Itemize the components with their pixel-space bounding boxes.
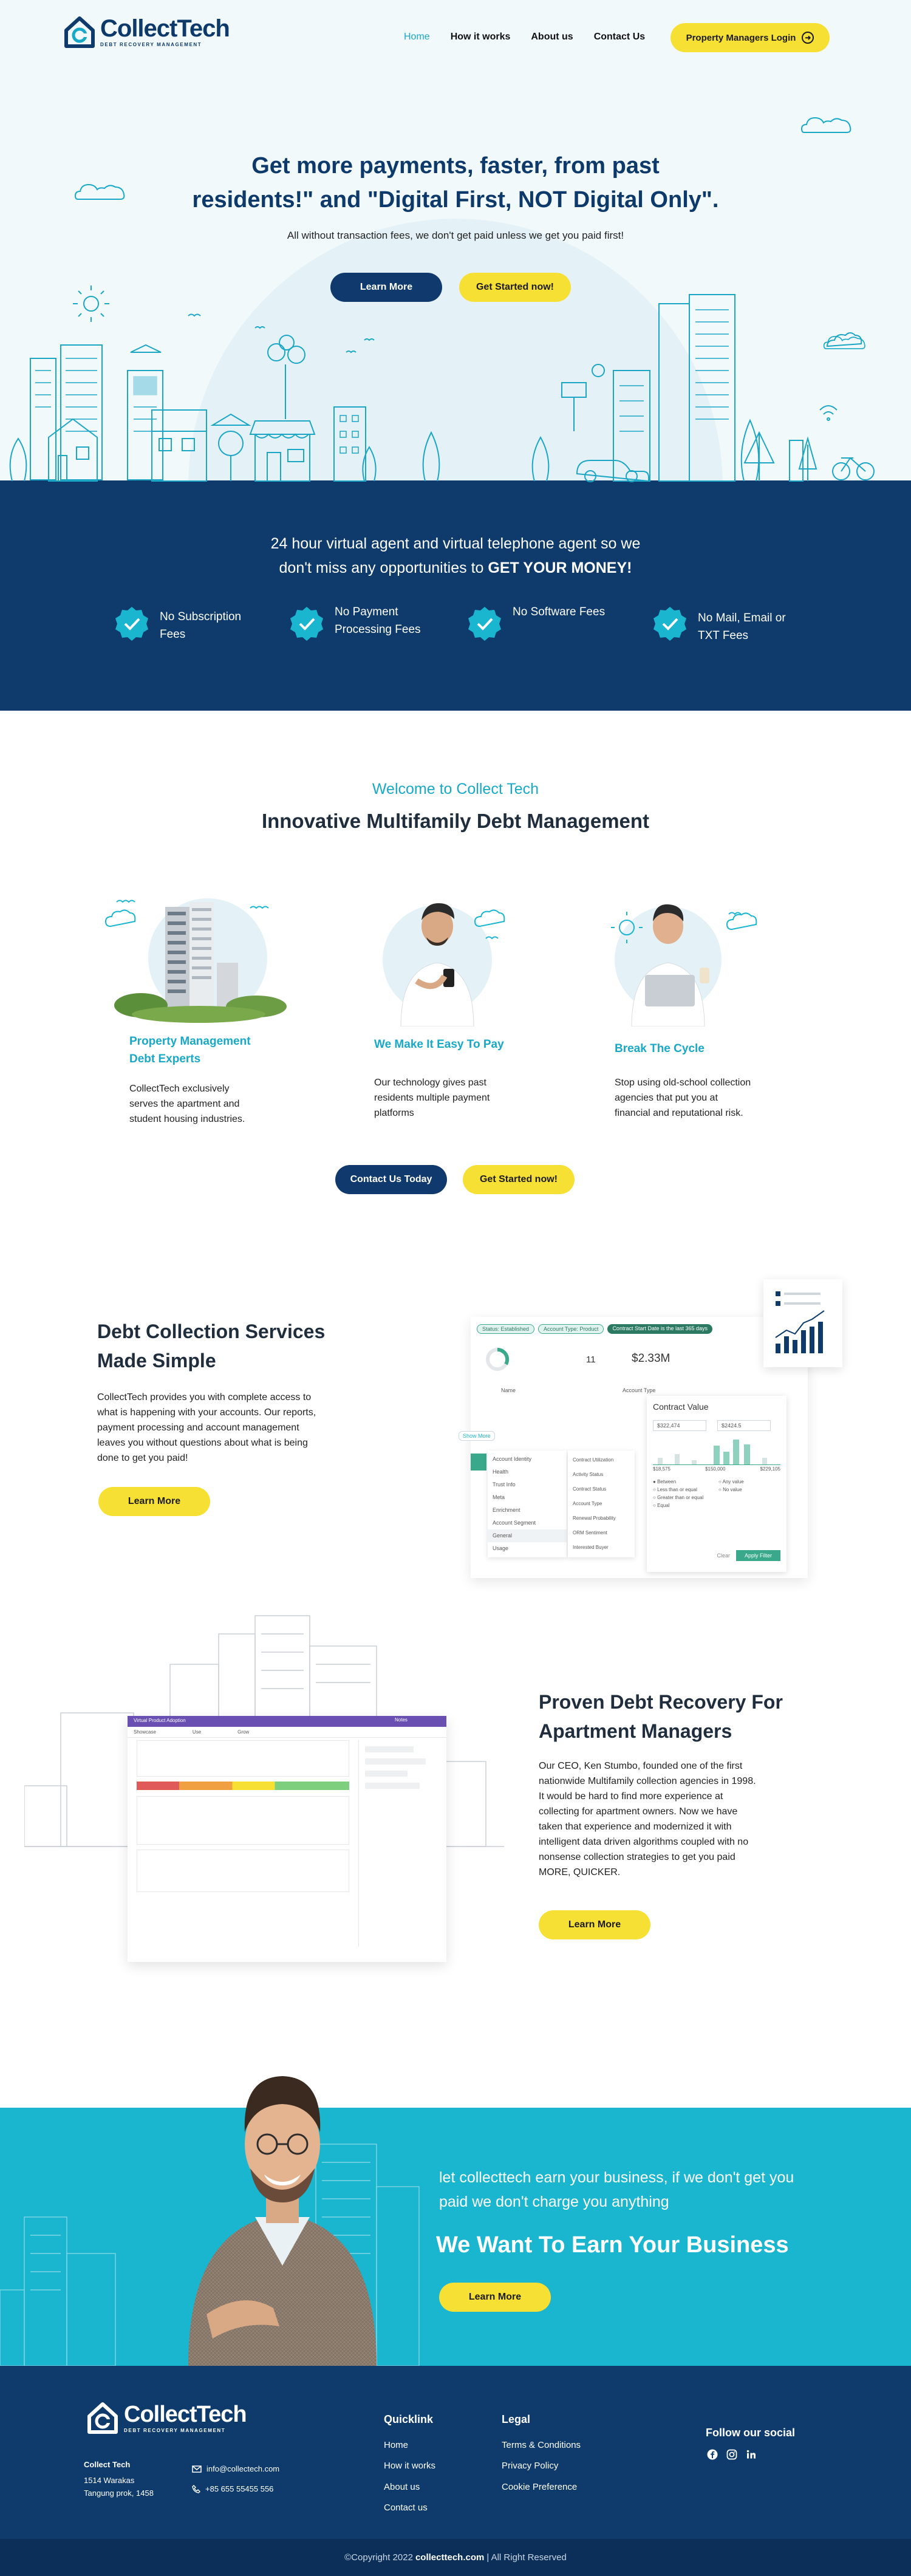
footer-link-privacy[interactable]: Privacy Policy xyxy=(502,2461,559,2471)
apartment-building-illustration xyxy=(98,890,293,1027)
attribute-submenu-item[interactable]: Activity Status xyxy=(573,1472,604,1477)
axis-label: $150,000 xyxy=(705,1466,726,1472)
feature-no-software-fees xyxy=(466,606,605,642)
filter-chips xyxy=(477,1324,712,1334)
radio-option-label: No value xyxy=(723,1487,742,1492)
welcome-get-started-button[interactable]: Get Started now! xyxy=(463,1165,575,1194)
footer-link-about-us[interactable]: About us xyxy=(384,2482,420,2492)
mockup-side-panel xyxy=(358,1740,437,1947)
hero-subtitle: All without transaction fees, we don't get paid unless we get you paid first! xyxy=(287,230,624,241)
range-from-input[interactable]: $322,474 xyxy=(653,1420,706,1431)
radio-option-label: Greater than or equal xyxy=(657,1495,704,1500)
top-nav xyxy=(0,0,911,73)
contract-value-filter xyxy=(647,1396,786,1572)
footer-company: Collect Tech xyxy=(84,2460,131,2469)
phone-icon xyxy=(192,2485,200,2493)
services-text-line: done to get you paid! xyxy=(97,1453,188,1463)
footer-link-cookie[interactable]: Cookie Preference xyxy=(502,2482,578,2492)
feature-no-payment-processing xyxy=(288,606,421,642)
card-text-line: student housing industries. xyxy=(129,1114,245,1124)
recovery-title-line2: Apartment Managers xyxy=(539,1720,732,1742)
feature-label xyxy=(698,609,786,644)
card-text-line: financial and reputational risk. xyxy=(615,1108,743,1118)
value-band xyxy=(0,483,911,711)
recovery-learn-more-button[interactable]: Learn More xyxy=(539,1910,650,1939)
copyright-bar xyxy=(0,2539,911,2576)
show-more-chip[interactable]: Show More xyxy=(459,1431,495,1441)
range-inputs xyxy=(653,1420,780,1431)
house-logo-icon xyxy=(64,13,95,50)
logo[interactable] xyxy=(64,13,230,50)
card-text-break-the-cycle xyxy=(615,1075,751,1121)
services-text-line: CollectTech provides you with complete access to xyxy=(97,1392,312,1402)
services-title xyxy=(97,1317,325,1375)
copyright-prefix: ©Copyright 2022 xyxy=(344,2552,413,2563)
social-heading: Follow our social xyxy=(706,2427,796,2439)
address-line: Tangung prok, 1458 xyxy=(84,2489,154,2498)
arrow-right-circle-icon: ➜ xyxy=(802,32,814,44)
hero-get-started-button[interactable]: Get Started now! xyxy=(459,273,571,302)
mockup-header: Virtual Product Adoption xyxy=(128,1716,446,1727)
mockup-tab[interactable]: Grow xyxy=(237,1729,250,1735)
recovery-dashboard-mockup xyxy=(128,1716,446,1962)
check-badge-icon xyxy=(466,606,503,642)
brand-tagline: DEBT RECOVERY MANAGEMENT xyxy=(100,42,202,47)
feature-no-mail-fees xyxy=(652,606,786,644)
mockup-tab[interactable]: Showcase xyxy=(134,1729,156,1735)
card-title-break-the-cycle xyxy=(615,1040,705,1057)
welcome-title: Innovative Multifamily Debt Management xyxy=(261,810,650,832)
feature-label-line2: Fees xyxy=(160,628,186,641)
radio-option[interactable]: ○ Equal xyxy=(653,1503,670,1508)
contact-us-today-button[interactable]: Contact Us Today xyxy=(335,1165,447,1194)
footer-link-home[interactable]: Home xyxy=(384,2440,409,2450)
services-text-line: payment processing and account management xyxy=(97,1423,299,1433)
card-text-line: serves the apartment and xyxy=(129,1099,240,1109)
attribute-menu-item[interactable]: Health xyxy=(493,1469,509,1475)
filter-actions xyxy=(717,1550,780,1561)
footer-logo[interactable] xyxy=(86,2399,247,2436)
axis-label: $18,575 xyxy=(653,1466,670,1472)
radio-option[interactable]: ○ Greater than or equal xyxy=(653,1495,704,1500)
services-learn-more-button[interactable]: Learn More xyxy=(98,1487,210,1516)
mockup-cards xyxy=(137,1740,349,1947)
cta-section xyxy=(0,2108,911,2366)
card-title-easy-to-pay xyxy=(374,1036,504,1053)
card-text-easy-to-pay xyxy=(374,1075,490,1121)
axis-label: $229,105 xyxy=(760,1466,780,1472)
card-text-line: Our technology gives past xyxy=(374,1078,486,1088)
card-title-line1: Property Management xyxy=(129,1035,251,1048)
copyright-suffix: | All Right Reserved xyxy=(486,2552,567,2563)
card-text-line: CollectTech exclusively xyxy=(129,1084,230,1094)
welcome-kicker: Welcome to Collect Tech xyxy=(372,781,539,798)
feature-label xyxy=(160,608,241,643)
property-managers-login-button[interactable] xyxy=(670,23,830,52)
band-message xyxy=(0,531,911,580)
attribute-menu-item[interactable]: Account Segment xyxy=(493,1520,536,1526)
check-badge-icon xyxy=(288,606,325,642)
footer-phone[interactable] xyxy=(192,2484,273,2493)
footer xyxy=(0,2366,911,2539)
col-account: Account Type xyxy=(623,1387,656,1393)
donut-chart-icon xyxy=(484,1346,511,1373)
nav-about-us[interactable]: About us xyxy=(531,32,573,42)
footer-logo-text xyxy=(124,2402,247,2433)
attribute-menu-item[interactable]: General xyxy=(488,1529,567,1542)
services-title-line1: Debt Collection Services xyxy=(97,1320,326,1342)
services-text-line: leaves you without questions about what is being xyxy=(97,1438,308,1448)
nav-home[interactable]: Home xyxy=(404,32,430,42)
social-icons xyxy=(707,2449,757,2460)
feature-label-line1: No Software Fees xyxy=(513,606,606,618)
attribute-submenu-item[interactable]: Renewal Probability xyxy=(573,1515,616,1521)
cta-learn-more-button[interactable]: Learn More xyxy=(439,2283,551,2312)
recovery-title xyxy=(539,1687,783,1746)
man-with-laptop-illustration xyxy=(601,890,765,1027)
card-text-line: agencies that put you at xyxy=(615,1093,718,1103)
check-badge-icon xyxy=(114,606,150,642)
feature-label xyxy=(513,603,605,621)
attribute-submenu-item[interactable]: ORM Sentiment xyxy=(573,1530,607,1536)
stat-count: 11 xyxy=(586,1355,596,1365)
clear-button[interactable]: Clear xyxy=(717,1553,730,1559)
brand-name: CollectTech xyxy=(100,15,230,42)
filter-chip[interactable]: Contract Start Date is the last 365 days xyxy=(607,1324,712,1334)
attribute-menu xyxy=(488,1450,567,1557)
radio-option-label: Any value xyxy=(722,1479,744,1484)
legal-heading: Legal xyxy=(502,2413,531,2425)
sidebar-tab[interactable] xyxy=(471,1454,486,1471)
recovery-title-line1: Proven Debt Recovery For xyxy=(539,1691,783,1713)
floating-chart-card xyxy=(763,1279,842,1367)
cta-subtitle-line1: let collecttech earn your business, if we don't get you xyxy=(439,2169,794,2186)
radio-option-label: Equal xyxy=(657,1503,670,1508)
cta-subtitle-line2: paid we don't charge you anything xyxy=(439,2193,669,2210)
check-badge-icon xyxy=(652,606,688,642)
services-title-line2: Made Simple xyxy=(97,1350,216,1372)
footer-brand-name: CollectTech xyxy=(124,2402,247,2427)
services-dashboard-mockup xyxy=(463,1317,808,1578)
recovery-text-line: collecting for apartment owners. Now we have xyxy=(539,1806,738,1817)
histogram-axis xyxy=(653,1466,780,1472)
card-text-line: residents multiple payment xyxy=(374,1093,490,1103)
attribute-menu-item[interactable]: Account Identity xyxy=(493,1456,532,1462)
radio-option[interactable]: ● Between xyxy=(653,1479,677,1484)
hero-title-line2: residents!" and "Digital First, NOT Digital Only". xyxy=(192,187,719,213)
attribute-submenu-item[interactable]: Interested Buyer xyxy=(573,1545,609,1550)
smiling-man-photo xyxy=(182,2047,383,2366)
services-text xyxy=(97,1390,316,1466)
facebook-icon[interactable] xyxy=(707,2449,718,2460)
attribute-menu-item[interactable]: Meta xyxy=(493,1494,505,1500)
feature-label xyxy=(335,603,421,638)
house-logo-icon xyxy=(86,2399,119,2436)
radio-option-label: Between xyxy=(657,1479,677,1484)
feature-label-line1: No Payment xyxy=(335,606,398,618)
nav-contact-us[interactable]: Contact Us xyxy=(593,32,646,42)
range-to-input[interactable]: $2424.5 xyxy=(717,1420,771,1431)
card-title-property-management xyxy=(129,1033,251,1068)
histogram xyxy=(653,1433,780,1465)
recovery-text-line: Our CEO, Ken Stumbo, founded one of the first xyxy=(539,1761,743,1771)
footer-phone-text: +85 655 55455 556 xyxy=(205,2484,274,2493)
login-label: Property Managers Login xyxy=(686,32,796,43)
instagram-icon[interactable] xyxy=(726,2449,737,2460)
mail-icon xyxy=(192,2465,202,2473)
attribute-submenu xyxy=(568,1450,635,1557)
recovery-text-line: taken that experience and modernized it with xyxy=(539,1822,732,1832)
mockup-tabs xyxy=(128,1727,446,1738)
attribute-menu-item[interactable]: Enrichment xyxy=(493,1507,520,1513)
card-title-line1: We Make It Easy To Pay xyxy=(374,1038,504,1051)
card-title-line1: Break The Cycle xyxy=(615,1042,705,1055)
bar-chart-icon xyxy=(763,1279,842,1367)
feature-label-line1: No Subscription xyxy=(160,610,242,623)
main-menu xyxy=(404,32,666,43)
hero-title xyxy=(0,149,911,217)
footer-link-how-it-works[interactable]: How it works xyxy=(384,2461,436,2471)
copyright-site-link[interactable]: collecttech.com xyxy=(415,2552,485,2563)
hero-title-line1: Get more payments, faster, from past xyxy=(251,153,660,179)
recovery-text-line: intelligent data driven algorithms coupled with no xyxy=(539,1837,749,1847)
cta-title: We Want To Earn Your Business xyxy=(436,2232,789,2258)
card-text-property-management xyxy=(129,1081,245,1127)
mockup-panel: Notes xyxy=(395,1717,408,1723)
recovery-text-line: nonsense collection strategies to get you paid xyxy=(539,1852,735,1862)
attribute-submenu-item[interactable]: Contract Utilization xyxy=(573,1457,614,1463)
attribute-menu-item[interactable]: Usage xyxy=(493,1545,509,1551)
man-with-phone-illustration xyxy=(358,890,516,1027)
cta-subtitle xyxy=(439,2165,852,2214)
services-text-line: what is happening with your accounts. Our reports, xyxy=(97,1407,316,1418)
recovery-text-line: It would be hard to find more experience at xyxy=(539,1791,723,1802)
cloud-icon xyxy=(800,114,853,136)
band-line1: 24 hour virtual agent and virtual telephone agent so we xyxy=(270,535,641,552)
recovery-text xyxy=(539,1758,756,1880)
stat-amount: $2.33M xyxy=(632,1352,670,1365)
filter-options xyxy=(653,1479,780,1508)
attribute-submenu-item[interactable]: Account Type xyxy=(573,1501,602,1506)
footer-email-text: info@collectech.com xyxy=(206,2464,280,2473)
footer-brand-tagline: DEBT RECOVERY MANAGEMENT xyxy=(124,2428,226,2433)
attribute-menu-item[interactable]: Trust Info xyxy=(493,1481,516,1488)
col-name: Name xyxy=(501,1387,516,1393)
feature-no-subscription xyxy=(114,606,241,643)
card-text-line: platforms xyxy=(374,1108,414,1118)
radio-option[interactable]: ○ Less than or equal xyxy=(653,1487,697,1492)
footer-address xyxy=(84,2474,154,2499)
footer-link-contact-us[interactable]: Contact us xyxy=(384,2503,428,2513)
band-line2-emphasis: GET YOUR MONEY! xyxy=(488,559,632,576)
recovery-text-line: MORE, QUICKER. xyxy=(539,1867,621,1877)
radio-option[interactable]: ○ Any value xyxy=(718,1479,744,1484)
logo-text xyxy=(100,16,230,47)
card-text-line: Stop using old-school collection xyxy=(615,1078,751,1088)
radio-option[interactable]: ○ No value xyxy=(718,1487,742,1492)
mockup-tab[interactable]: Use xyxy=(192,1729,202,1735)
radio-option-label: Less than or equal xyxy=(657,1487,697,1492)
nav-how-it-works[interactable]: How it works xyxy=(450,32,511,42)
footer-link-terms[interactable]: Terms & Conditions xyxy=(502,2440,581,2450)
feature-label-line2: TXT Fees xyxy=(698,629,749,642)
quicklink-heading: Quicklink xyxy=(384,2413,434,2425)
attribute-submenu-item[interactable]: Contract Status xyxy=(573,1486,607,1492)
band-line2: don't miss any opportunities to xyxy=(279,559,484,576)
hero-learn-more-button[interactable]: Learn More xyxy=(330,273,442,302)
apply-filter-button[interactable]: Apply Filter xyxy=(736,1550,780,1561)
card-title-line2: Debt Experts xyxy=(129,1053,201,1065)
feature-label-line1: No Mail, Email or xyxy=(698,612,786,624)
feature-label-line2: Processing Fees xyxy=(335,623,421,636)
footer-email[interactable] xyxy=(192,2464,279,2473)
city-illustration xyxy=(0,279,911,483)
filter-title: Contract Value xyxy=(653,1402,709,1412)
recovery-text-line: nationwide Multifamily collection agencies in 1998. xyxy=(539,1776,756,1786)
address-line: 1514 Warakas xyxy=(84,2476,135,2485)
linkedin-icon[interactable] xyxy=(746,2449,757,2460)
filter-chip[interactable]: Account Type: Product xyxy=(538,1324,604,1334)
filter-chip[interactable]: Status: Established xyxy=(477,1324,534,1334)
